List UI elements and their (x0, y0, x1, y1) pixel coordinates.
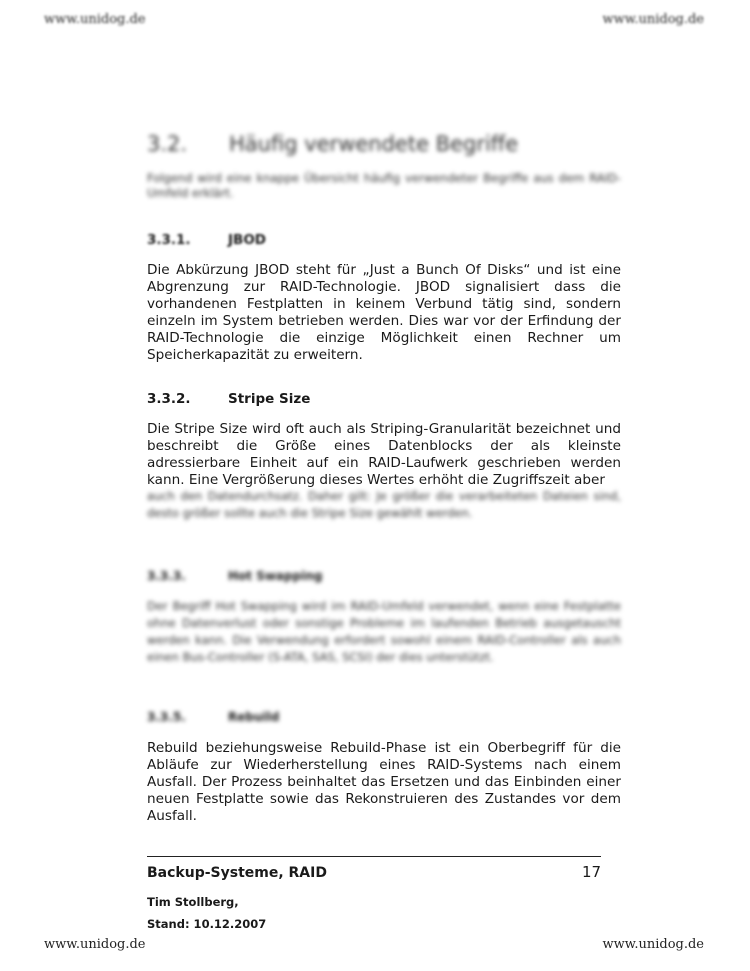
subsection-heading-jbod (147, 232, 266, 248)
footer-title: Backup-Systeme, RAID (147, 865, 327, 881)
subsection-title: Hot Swapping (228, 569, 323, 583)
paragraph-jbod: Die Abkürzung JBOD steht für „Just a Bunch Of Disks“ und ist eine Abgrenzung zur RAID-Technologie. JBOD signalisiert dass die vorhandenen Festplatten in keinem Verbund tätig sind, sondern einzeln im System betrieben werden. Dies war vor der Erfindung der RAID-Technologie die einzige Möglichkeit einen Rechner um Speicherkapazität zu erweitern. (147, 262, 621, 363)
watermark-bottom-left: www.unidog.de (44, 937, 146, 952)
watermark-top-left: www.unidog.de (44, 12, 146, 27)
watermark-bottom-right: www.unidog.de (602, 937, 704, 952)
subsection-number: 3.3.1. (147, 232, 191, 248)
subsection-number: 3.3.5. (147, 710, 186, 724)
section-number: 3.2. (147, 132, 188, 156)
subsection-heading-stripe-size (147, 391, 310, 407)
watermark-top-right: www.unidog.de (602, 12, 704, 27)
footer-rule (147, 856, 601, 857)
paragraph-hot-swapping: Der Begriff Hot Swapping wird im RAID-Umfeld verwendet, wenn eine Festplatte ohne Datenverlust oder sonstige Probleme im laufenden Betrieb ausgetauscht werden kann. Die Verwendung erfordert sowohl einem RAID-Controller als auch einen Bus-Controller (S-ATA, SAS, SCSI) der dies unterstützt. (147, 599, 621, 664)
subsection-title: Rebuild (228, 710, 280, 724)
subsection-heading-hot-swapping (147, 569, 322, 583)
footer-date: Stand: 10.12.2007 (147, 917, 267, 931)
subsection-title: Stripe Size (228, 391, 311, 407)
section-heading (147, 132, 518, 156)
paragraph-stripe-size-continued: auch den Datendurchsatz. Daher gilt: Je größer die verarbeiteten Dateien sind, desto größer sollte auch die Stripe Size gewählt werden. (147, 489, 621, 520)
paragraph-stripe-size: Die Stripe Size wird oft auch als Striping-Granularität bezeichnet und beschreibt die Größe eines Datenblocks der als kleinste adressierbare Einheit auf ein RAID-Laufwerk geschrieben werden kann. Eine Vergrößerung dieses Wertes erhöht die Zugriffszeit aber (147, 421, 621, 488)
subsection-title: JBOD (228, 232, 266, 248)
section-intro: Folgend wird eine knappe Übersicht häufig verwendeter Begriffe aus dem RAID-Umfeld erklärt. (147, 171, 621, 200)
paragraph-rebuild: Rebuild beziehungsweise Rebuild-Phase ist ein Oberbegriff für die Abläufe zur Wiederherstellung eines RAID-Systems nach einem Ausfall. Der Prozess beinhaltet das Ersetzen und das Einbinden einer neuen Festplatte sowie das Rekonstruieren des Zustandes vor dem Ausfall. (147, 740, 621, 824)
subsection-number: 3.3.3. (147, 569, 186, 583)
section-title: Häufig verwendete Begriffe (229, 132, 519, 156)
footer-author: Tim Stollberg, (147, 895, 239, 909)
page-number: 17 (582, 863, 602, 881)
subsection-number: 3.3.2. (147, 391, 191, 407)
subsection-heading-rebuild (147, 710, 279, 724)
